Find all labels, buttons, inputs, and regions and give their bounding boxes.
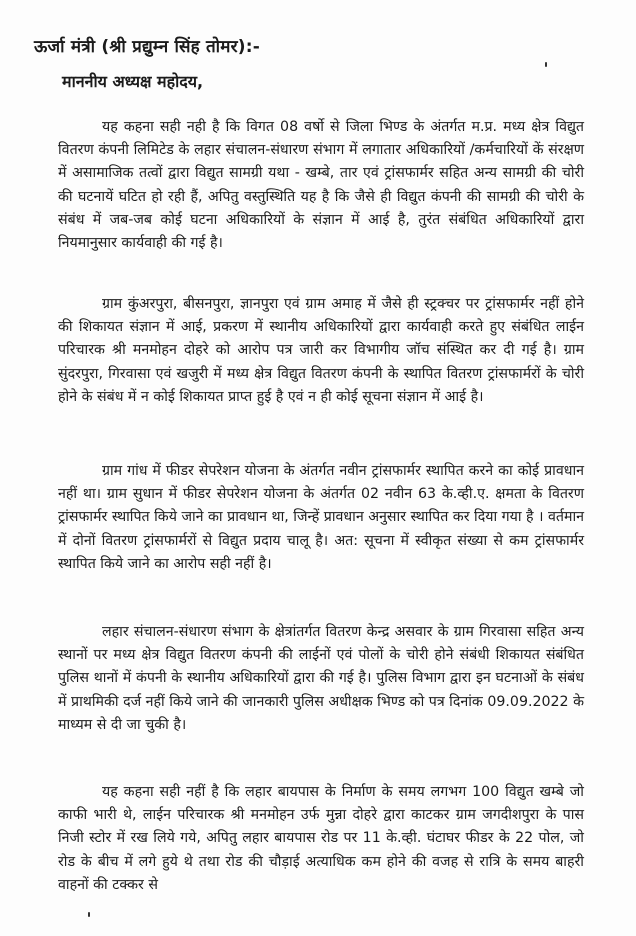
paragraph-3: ग्राम गांध में फीडर सेपरेशन योजना के अंतर्गत नवीन ट्रांसफार्मर स्थापित करने का कोई प्रावधान नहीं था। ग्राम सुधान में फीडर सेपरेशन योजना के अंतर्गत 02 नवीन 63 के.व्ही.ए. क्षमता के वितरण ट्रांसफार्मर स्थापित किये जाने का प्रावधान था, जिन्हें प्रावधान अनुसार स्थापित कर दिया गया है । वर्तमान में दोनों वितरण ट्रांसफार्मरों से विद्युत प्रदाय चालू है। अत: सूचना में स्वीकृत संख्या से कम ट्रांसफार्मर स्थापित किये जाने का आरोप सही नहीं है। [58, 463, 584, 572]
scan-speck [88, 912, 90, 917]
speaker-heading: ऊर्जा मंत्री (श्री प्रद्युम्न सिंह तोमर):- [34, 37, 261, 57]
paragraph-1: यह कहना सही नही है कि विगत 08 वर्षो से जिला भिण्ड के अंतर्गत म.प्र. मध्य क्षेत्र विद्युत वितरण कंपनी लिमिटेड के लहार संचालन-संधारण संभाग में लगातार अधिकारियों /कर्मचारियों कें संरक्षण में असामाजिक तत्वों द्वारा विद्युत सामग्री यथा - खम्बे, तार एवं ट्रांसफार्मर सहित अन्य सामग्री की चोरी की घटनायें घटित हो रही हैं, अपितु वस्तुस्थिति यह है कि जैसे ही विद्युत कंपनी की सामग्री की चोरी के संबंध में जब-जब कोई घटना अधिकारियों के संज्ञान में आई है, तुरंत संबंधित अधिकारियों द्वारा नियमानुसार कार्यवाही की गई है। [58, 119, 584, 252]
paragraph-5: यह कहना सही नहीं है कि लहार बायपास के निर्माण के समय लगभग 100 विद्युत खम्बे जो काफी भारी थे, लाईन परिचारक श्री मनमोहन उर्फ मुन्ना दोहरे द्वारा काटकर ग्राम जगदीशपुरा के पास निजी स्टोर में रख लिये गये, अपितु लहार बायपास रोड पर 11 के.व्ही. घंटाघर फीडर के 22 पोल, जो रोड के बीच में लगे हुये थे तथा रोड की चौड़ाई अत्याधिक कम होने की वजह से रात्रि के समय बाहरी वाहनों की टक्कर से [58, 784, 584, 893]
salutation: माननीय अध्यक्ष महोदय, [62, 72, 204, 91]
scan-speck [545, 62, 547, 67]
paragraph-2: ग्राम कुंअरपुरा, बीसनपुरा, ज्ञानपुरा एवं ग्राम अमाह में जैसे ही स्ट्रक्चर पर ट्रांसफार्मर नहीं होने की शिकायत संज्ञान में आई, प्रकरण में स्थानीय अधिकारियों द्वारा कार्यवाही करते हुए संबंधित लाईन परिचारक श्री मनमोहन दोहरे को आरोप पत्र जारी कर विभागीय जॉच संस्थित कर दी गई है। ग्राम सुंदरपुरा, गिरवासा एवं खजुरी में मध्य क्षेत्र विद्युत वितरण कंपनी के स्थापित वितरण ट्रांसफार्मरों के चोरी होने के संबंध में न कोई शिकायत प्राप्त हुई है एवं न ही कोई सूचना संज्ञान में आई है। [58, 296, 584, 405]
paragraph-4: लहार संचालन-संधारण संभाग के क्षेत्रांतर्गत वितरण केन्द्र असवार के ग्राम गिरवासा सहित अन्य स्थानों पर मध्य क्षेत्र विद्युत वितरण कंपनी की लाईनों एवं पोलों के चोरी होने संबंधी शिकायत संबंधित पुलिस थानों में कंपनी के स्थानीय अधिकारियों द्वारा की गई है। पुलिस विभाग द्वारा इन घटनाओं के संबंध में प्राथमिकी दर्ज नहीं किये जाने की जानकारी पुलिस अधीक्षक भिण्ड को पत्र दिनांक 09.09.2022 के माध्यम से दी जा चुकी है। [58, 624, 584, 733]
